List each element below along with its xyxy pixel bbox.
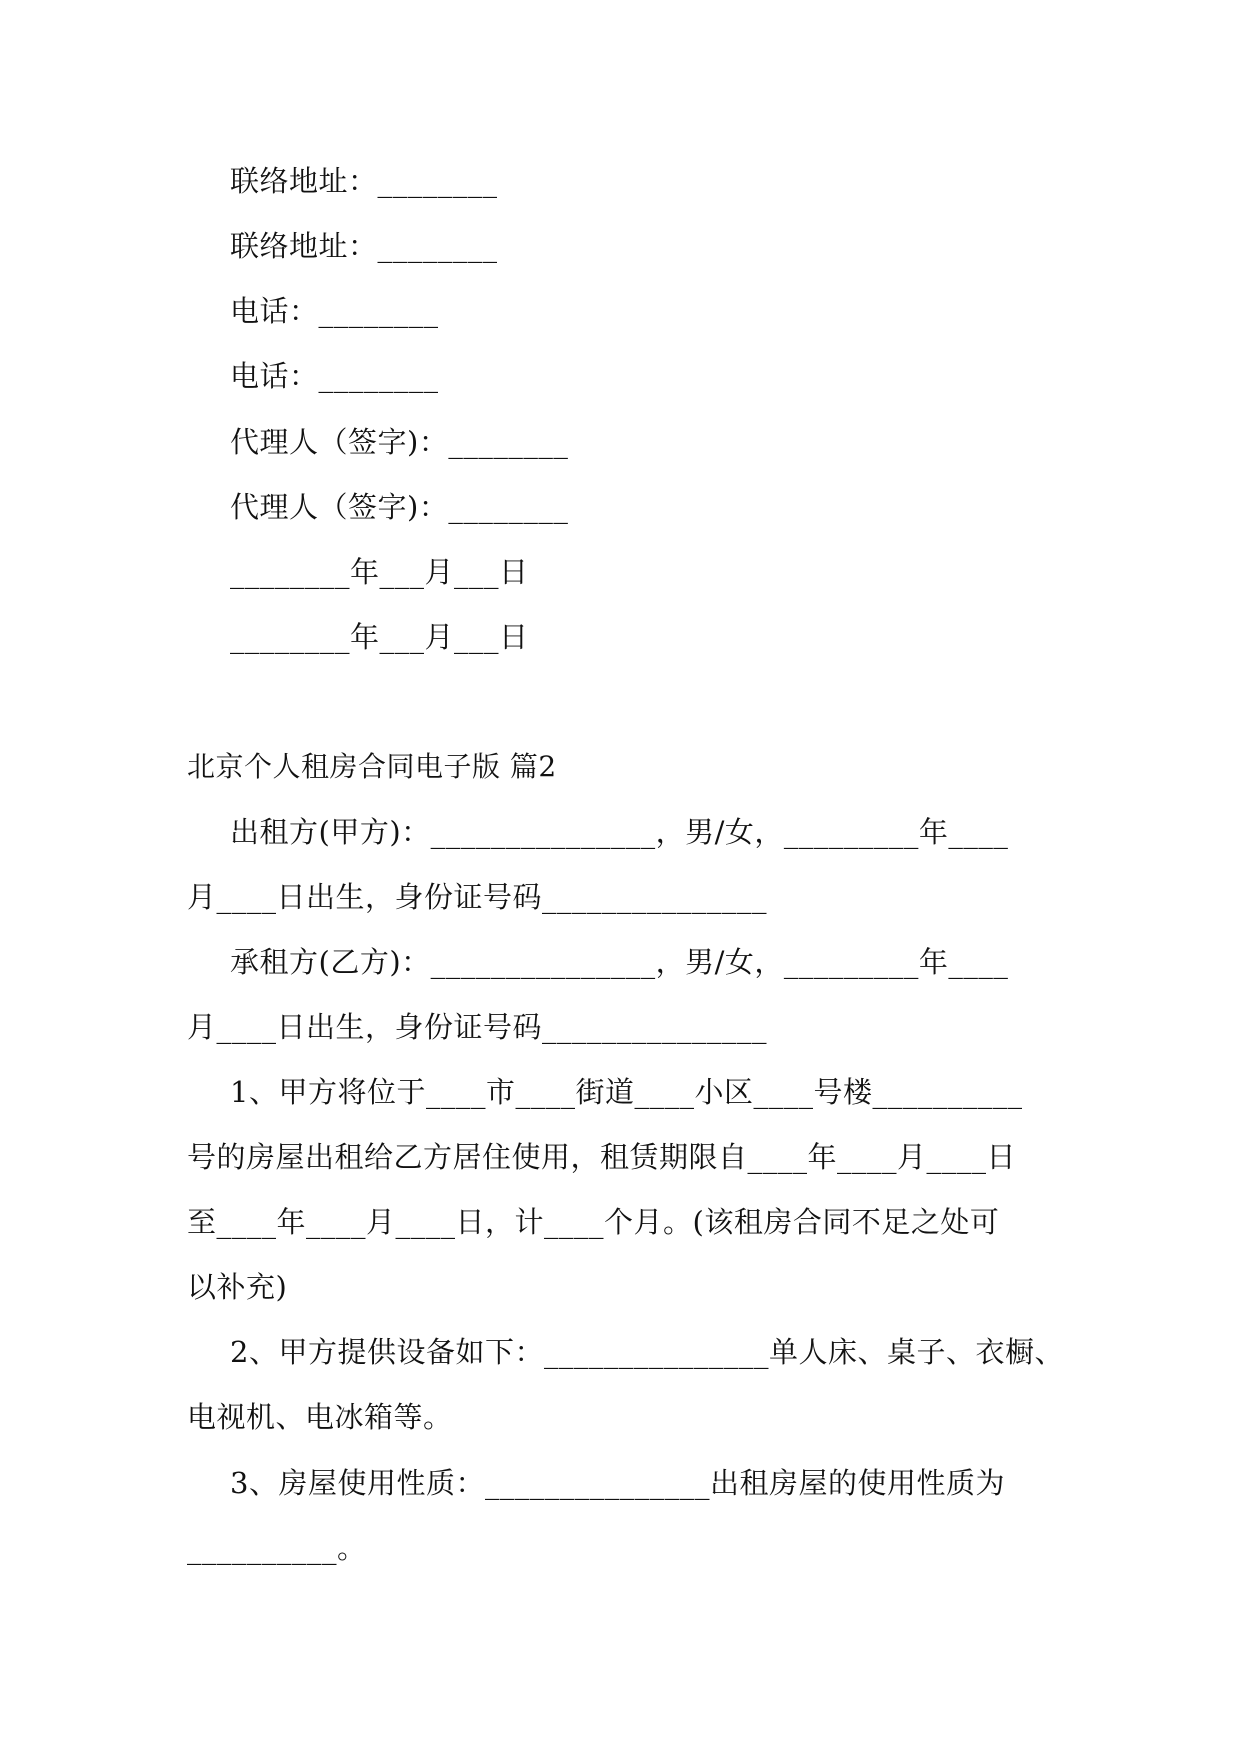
agent-signature-line: 代理人（签字)：________ [230,490,569,524]
paragraph-line: 出租方(甲方)：_______________，男/女，_________年____ [230,815,1009,849]
contact-address-line: 联络地址：________ [230,229,498,263]
paragraph-line: 3、房屋使用性质：_______________出租房屋的使用性质为 [230,1466,1005,1500]
paragraph-line: 以补充) [187,1270,288,1304]
paragraph-line: __________。 [187,1531,367,1565]
paragraph-line: 2、甲方提供设备如下：_______________单人床、桌子、衣橱、 [230,1335,1064,1369]
paragraph-line: 月____日出生，身份证号码_______________ [187,880,768,914]
paragraph-line: 承租方(乙方)：_______________，男/女，_________年____ [230,945,1009,979]
paragraph-line: 月____日出生，身份证号码_______________ [187,1010,768,1044]
paragraph-line: 号的房屋出租给乙方居住使用，租赁期限自____年____月____日 [187,1140,1017,1174]
date-line: ________年___月___日 [230,555,529,589]
phone-line: 电话：________ [230,359,439,393]
agent-signature-line: 代理人（签字)：________ [230,425,569,459]
contact-address-line: 联络地址：________ [230,164,498,198]
section-title: 北京个人租房合同电子版 篇2 [187,750,557,783]
paragraph-line: 1、甲方将位于____市____街道____小区____号楼__________ [230,1075,1023,1109]
paragraph-line: 电视机、电冰箱等。 [187,1400,453,1434]
paragraph-line: 至____年____月____日，计____个月。(该租房合同不足之处可 [187,1205,1000,1239]
date-line: ________年___月___日 [230,620,529,654]
phone-line: 电话：________ [230,294,439,328]
